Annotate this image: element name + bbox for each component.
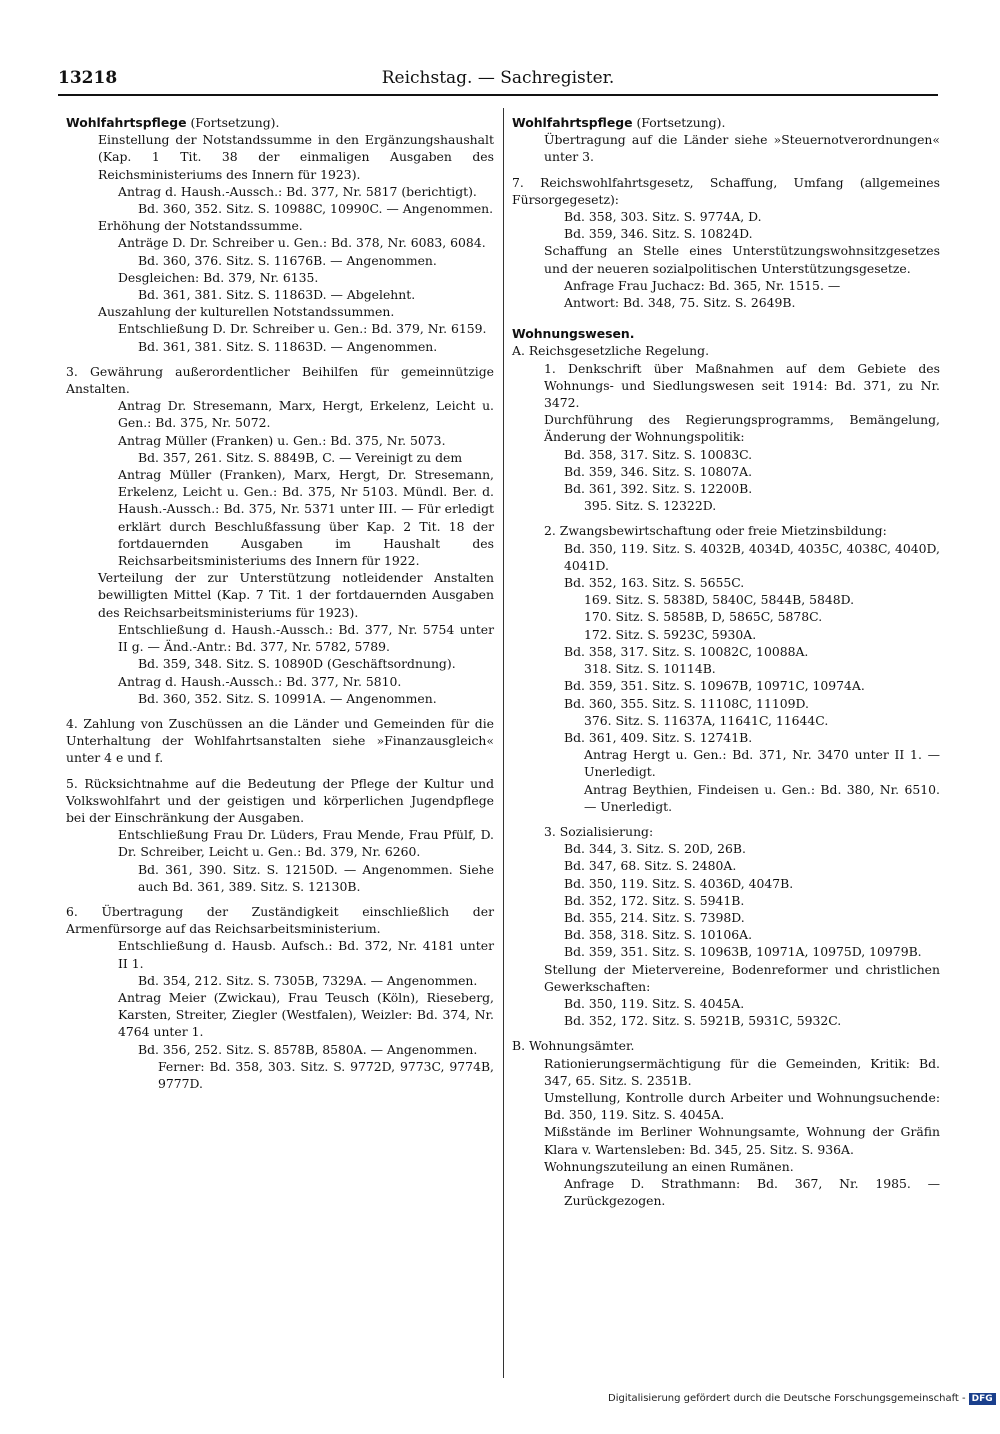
index-entry: Anfrage D. Strathmann: Bd. 367, Nr. 1985. — Zurückgezogen. bbox=[564, 1175, 940, 1209]
index-entry: Entschließung Frau Dr. Lüders, Frau Mende, Frau Pfülf, D. Dr. Schreiber, Leicht u. Gen.: Bd. 379, Nr. 6260. bbox=[118, 827, 494, 860]
index-entry: Bd. 361, 409. Sitz. S. 12741B. bbox=[564, 729, 753, 745]
index-entry: Antrag d. Haush.-Aussch.: Bd. 377, Nr. 5810. bbox=[118, 673, 402, 689]
index-entry: Rationierungsermächtigung für die Gemeinden, Kritik: Bd. 347, 65. Sitz. S. 2351B. bbox=[544, 1055, 940, 1088]
index-entry: Antwort: Bd. 348, 75. Sitz. S. 2649B. bbox=[564, 295, 796, 311]
index-entry: 7. Reichswohlfahrtsgesetz, Schaffung, Umfang (allgemeines Fürsorgegesetz): bbox=[512, 174, 940, 207]
index-entry: A. Reichsgesetzliche Regelung. bbox=[512, 343, 710, 359]
section-title: Wohlfahrtspflege bbox=[512, 115, 633, 130]
index-entry: Bd. 360, 355. Sitz. S. 11108C, 11109D. bbox=[564, 695, 809, 711]
index-entry: Antrag Beythien, Findeisen u. Gen.: Bd. 380, Nr. 6510. — Unerledigt. bbox=[584, 781, 940, 814]
index-entry: B. Wohnungsämter. bbox=[512, 1038, 635, 1054]
index-entry: Bd. 359, 351. Sitz. S. 10963B, 10971A, 10975D, 10979B. bbox=[564, 944, 922, 960]
index-entry: 318. Sitz. S. 10114B. bbox=[584, 661, 716, 677]
index-entry: Auszahlung der kulturellen Notstandssummen. bbox=[98, 304, 395, 320]
index-entry: Bd. 359, 346. Sitz. S. 10824D. bbox=[564, 226, 753, 242]
index-entry: Anfrage Frau Juchacz: Bd. 365, Nr. 1515. — bbox=[564, 277, 841, 293]
index-entry: Bd. 354, 212. Sitz. S. 7305B, 7329A. — Angenommen. bbox=[138, 972, 478, 988]
section-heading bbox=[66, 114, 494, 131]
footer-credit bbox=[608, 1393, 996, 1405]
index-entry: 169. Sitz. S. 5838D, 5840C, 5844B, 5848D. bbox=[584, 592, 855, 608]
spacer bbox=[66, 707, 494, 715]
index-entry: Bd. 357, 261. Sitz. S. 8849B, C. — Vereinigt zu dem bbox=[138, 449, 463, 465]
index-entry: Antrag Müller (Franken) u. Gen.: Bd. 375, Nr. 5073. bbox=[118, 432, 446, 448]
section-title: Wohnungswesen. bbox=[512, 326, 635, 342]
index-entry: Wohnungszuteilung an einen Rumänen. bbox=[544, 1158, 794, 1174]
index-entry: Bd. 358, 318. Sitz. S. 10106A. bbox=[564, 927, 753, 943]
page-number: 13218 bbox=[58, 68, 118, 88]
index-entry: 170. Sitz. S. 5858B, D, 5865C, 5878C. bbox=[584, 609, 823, 625]
index-entry: Bd. 360, 352. Sitz. S. 10991A. — Angenommen. bbox=[138, 690, 437, 706]
index-entry: Antrag Hergt u. Gen.: Bd. 371, Nr. 3470 unter II 1. — Unerledigt. bbox=[584, 747, 940, 780]
index-entry: 3. Sozialisierung: bbox=[544, 823, 654, 839]
running-title: Reichstag. — Sachregister. bbox=[381, 68, 615, 88]
index-entry: Bd. 358, 317. Sitz. S. 10082C, 10088A. bbox=[564, 643, 809, 659]
index-entry: Bd. 344, 3. Sitz. S. 20D, 26B. bbox=[564, 841, 746, 857]
spacer bbox=[512, 1029, 940, 1037]
index-entry: Bd. 360, 352. Sitz. S. 10988C, 10990C. — Angenommen. bbox=[138, 201, 494, 217]
index-entry: Durchführung des Regierungsprogramms, Bemängelung, Änderung der Wohnungspolitik: bbox=[544, 412, 940, 445]
index-entry: Bd. 350, 119. Sitz. S. 4045A. bbox=[564, 995, 745, 1011]
index-entry: Anträge D. Dr. Schreiber u. Gen.: Bd. 378, Nr. 6083, 6084. bbox=[118, 235, 486, 251]
index-entry: Bd. 356, 252. Sitz. S. 8578B, 8580A. — Angenommen. bbox=[138, 1041, 478, 1057]
index-entry: Einstellung der Notstandssumme in den Ergänzungshaushalt (Kap. 1 Tit. 38 der einmaligen Ausgaben des Reichsministeriums des Innern für 1923). bbox=[98, 132, 494, 182]
spacer bbox=[512, 166, 940, 174]
index-entry: Bd. 347, 68. Sitz. S. 2480A. bbox=[564, 858, 737, 874]
index-entry: Bd. 358, 317. Sitz. S. 10083C. bbox=[564, 446, 753, 462]
spacer bbox=[66, 767, 494, 775]
right-column bbox=[512, 114, 940, 1209]
index-entry: Erhöhung der Notstandssumme. bbox=[98, 218, 303, 234]
section-suffix: (Fortsetzung). bbox=[186, 115, 280, 130]
index-entry: Mißstände im Berliner Wohnungsamte, Wohnung der Gräfin Klara v. Wartensleben: Bd. 345, 25. Sitz. S. 936A. bbox=[544, 1124, 940, 1157]
section-heading bbox=[512, 325, 940, 342]
index-entry: Bd. 352, 172. Sitz. S. 5941B. bbox=[564, 892, 745, 908]
index-entry: 4. Zahlung von Zuschüssen an die Länder und Gemeinden für die Unterhaltung der Wohlfahrtsanstalten siehe »Finanzausgleich« unter 4 e und f. bbox=[66, 715, 494, 766]
section-suffix: (Fortsetzung). bbox=[632, 115, 726, 130]
index-entry: Bd. 361, 392. Sitz. S. 12200B. bbox=[564, 481, 753, 497]
dfg-logo: DFG bbox=[969, 1393, 996, 1405]
index-entry: Bd. 358, 303. Sitz. S. 9774A, D. bbox=[564, 209, 762, 225]
index-entry: Übertragung auf die Länder siehe »Steuernotverordnungen« unter 3. bbox=[544, 132, 940, 165]
index-entry: 1. Denkschrift über Maßnahmen auf dem Gebiete des Wohnungs- und Siedlungswesen seit 1914: Bd. 371, zu Nr. 3472. bbox=[544, 360, 940, 411]
index-entry: 2. Zwangsbewirtschaftung oder freie Mietzinsbildung: bbox=[544, 523, 887, 539]
index-entry: Bd. 355, 214. Sitz. S. 7398D. bbox=[564, 909, 745, 925]
index-entry: Verteilung der zur Unterstützung notleidender Anstalten bewilligten Mittel (Kap. 7 Tit. 1 der fortdauernden Ausgaben des Reichsarbeitsministeriums für 1923). bbox=[98, 570, 494, 620]
index-entry: Bd. 359, 351. Sitz. S. 10967B, 10971C, 10974A. bbox=[564, 678, 865, 694]
index-entry: Bd. 361, 381. Sitz. S. 11863D. — Angenommen. bbox=[138, 338, 438, 354]
index-entry: Schaffung an Stelle eines Unterstützungswohnsitzgesetzes und der neueren sozialpolitischen Unterstützungsgesetze. bbox=[544, 243, 940, 276]
index-entry: 3. Gewährung außerordentlicher Beihilfen für gemeinnützige Anstalten. bbox=[66, 363, 494, 397]
column-divider bbox=[503, 108, 504, 1378]
index-entry: 395. Sitz. S. 12322D. bbox=[584, 498, 717, 514]
index-entry: Entschließung d. Haush.-Aussch.: Bd. 377, Nr. 5754 unter II g. — Änd.-Antr.: Bd. 377, Nr. 5782, 5789. bbox=[118, 621, 494, 655]
index-entry: 6. Übertragung der Zuständigkeit einschließlich der Armenfürsorge auf das Reichsarbeitsministerium. bbox=[66, 903, 494, 937]
index-entry: Bd. 361, 390. Sitz. S. 12150D. — Angenommen. Siehe auch Bd. 361, 389. Sitz. S. 12130B. bbox=[138, 861, 494, 894]
spacer bbox=[512, 311, 940, 325]
index-entry: Umstellung, Kontrolle durch Arbeiter und Wohnungsuchende: Bd. 350, 119. Sitz. S. 4045A. bbox=[544, 1089, 940, 1123]
left-column bbox=[66, 114, 494, 1092]
footer-text: Digitalisierung gefördert durch die Deutsche Forschungsgemeinschaft - bbox=[608, 1393, 966, 1404]
index-entry: 172. Sitz. S. 5923C, 5930A. bbox=[584, 626, 757, 642]
index-entry: Bd. 360, 376. Sitz. S. 11676B. — Angenommen. bbox=[138, 252, 437, 268]
spacer bbox=[512, 815, 940, 823]
section-title: Wohlfahrtspflege bbox=[66, 115, 187, 130]
page-header bbox=[58, 66, 938, 96]
spacer bbox=[512, 514, 940, 522]
index-entry: Antrag Dr. Stresemann, Marx, Hergt, Erkelenz, Leicht u. Gen.: Bd. 375, Nr. 5072. bbox=[118, 398, 494, 431]
index-entry: Antrag d. Haush.-Aussch.: Bd. 377, Nr. 5817 (berichtigt). bbox=[118, 183, 477, 199]
section-heading bbox=[512, 114, 940, 131]
index-entry: Stellung der Mietervereine, Bodenreformer und christlichen Gewerkschaften: bbox=[544, 961, 940, 994]
index-entry: Bd. 359, 346. Sitz. S. 10807A. bbox=[564, 463, 753, 479]
spacer bbox=[66, 355, 494, 363]
index-entry: Bd. 352, 172. Sitz. S. 5921B, 5931C, 5932C. bbox=[564, 1013, 842, 1029]
index-entry: Desgleichen: Bd. 379, Nr. 6135. bbox=[118, 269, 319, 285]
index-entry: Bd. 352, 163. Sitz. S. 5655C. bbox=[564, 575, 745, 591]
index-entry: Antrag Meier (Zwickau), Frau Teusch (Köln), Rieseberg, Karsten, Streiter, Ziegler (Westfalen), Weizler: Bd. 374, Nr. 4764 unter 1. bbox=[118, 989, 494, 1040]
index-entry: Bd. 361, 381. Sitz. S. 11863D. — Abgelehnt. bbox=[138, 287, 416, 303]
index-entry: Antrag Müller (Franken), Marx, Hergt, Dr. Stresemann, Erkelenz, Leicht u. Gen.: Bd. 375, Nr 5103. Mündl. Ber. d. Haush.-Aussch.: Bd. 375, Nr. 5371 unter III. — Für erledigt erklärt durch Beschlußfassung über Kap. 2 Tit. 18 der fortdauernden Ausgaben im Haushalt des Reichsarbeitsministeriums des Innern für 1922. bbox=[118, 467, 494, 569]
index-entry: Bd. 359, 348. Sitz. S. 10890D (Geschäftsordnung). bbox=[138, 656, 456, 672]
index-entry: 5. Rücksichtnahme auf die Bedeutung der Pflege der Kultur und Volkswohlfahrt und der geistigen und körperlichen Jugendpflege bei der Einschränkung der Ausgaben. bbox=[66, 775, 494, 825]
index-entry: Ferner: Bd. 358, 303. Sitz. S. 9772D, 9773C, 9774B, 9777D. bbox=[158, 1058, 494, 1091]
index-entry: Entschließung d. Hausb. Aufsch.: Bd. 372, Nr. 4181 unter II 1. bbox=[118, 938, 494, 971]
index-entry: 376. Sitz. S. 11637A, 11641C, 11644C. bbox=[584, 712, 829, 728]
spacer bbox=[66, 895, 494, 903]
index-entry: Bd. 350, 119. Sitz. S. 4032B, 4034D, 4035C, 4038C, 4040D, 4041D. bbox=[564, 540, 940, 573]
index-entry: Entschließung D. Dr. Schreiber u. Gen.: Bd. 379, Nr. 6159. bbox=[118, 321, 487, 337]
index-entry: Bd. 350, 119. Sitz. S. 4036D, 4047B. bbox=[564, 875, 794, 891]
